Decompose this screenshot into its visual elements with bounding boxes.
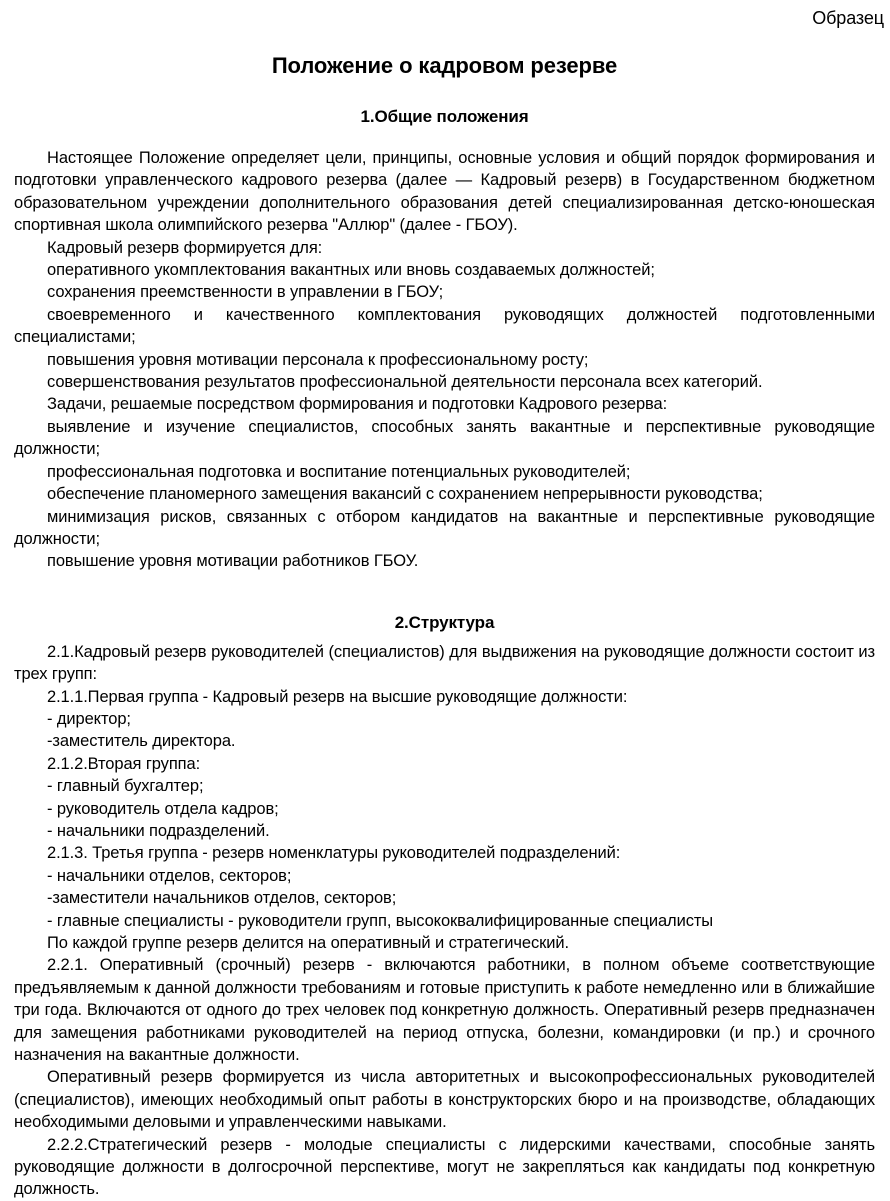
paragraph: профессиональная подготовка и воспитание потенциальных руководителей; xyxy=(47,462,631,481)
paragraph: сохранения преемственности в управлении в ГБОУ; xyxy=(47,283,444,302)
list-item: - главные специалисты - руководители групп, высококвалифицированные специалисты xyxy=(47,911,714,930)
paragraph: 2.1.Кадровый резерв руководителей (специалистов) для выдвижения на руководящие должности состоит из трех групп: xyxy=(14,642,875,684)
list-item: - главный бухгалтер; xyxy=(47,777,204,796)
paragraph: совершенствования результатов профессиональной деятельности персонала всех категорий. xyxy=(47,373,763,392)
section-2-heading: 2.Структура xyxy=(394,612,495,632)
paragraph: повышения уровня мотивации персонала к профессиональному росту; xyxy=(47,350,589,369)
paragraph: своевременного и качественного комплектования руководящих должностей подготовленными специалистами; xyxy=(14,305,875,347)
list-item: - начальники отделов, секторов; xyxy=(47,866,292,885)
list-item: - руководитель отдела кадров; xyxy=(47,799,279,818)
paragraph: минимизация рисков, связанных с отбором кандидатов на вакантные и перспективные руководящие должности; xyxy=(14,507,875,548)
list-item: -заместитель директора. xyxy=(47,732,236,751)
paragraph: оперативного укомплектования вакантных или вновь создаваемых должностей; xyxy=(47,261,655,280)
paragraph: повышение уровня мотивации работников ГБОУ. xyxy=(47,552,419,571)
paragraph: Задачи, решаемые посредством формирования и подготовки Кадрового резерва: xyxy=(47,395,668,414)
paragraph: 2.1.1.Первая группа - Кадровый резерв на высшие руководящие должности: xyxy=(47,687,628,706)
list-item: - директор; xyxy=(47,709,131,728)
paragraph: По каждой группе резерв делится на оперативный и стратегический. xyxy=(47,934,569,952)
paragraph: Оперативный резерв формируется из числа авторитетных и высокопрофессиональных руководителей (специалистов), имеющих необходимый опыт работы в конструкторских бюро и на производстве, обладающих необходимыми деловыми и управленческими навыками. xyxy=(14,1068,875,1132)
paragraph: 2.2.1. Оперативный (срочный) резерв - включаются работники, в полном объеме соответствующие предъявляемым к данной должности требованиям и готовые приступить к работе немедленно или в ближайшие три года. Включаются от одного до трех человек под конкретную должность. Оперативный резерв предназначен для замещения работниками руководителей на период отпуска, болезни, командировки (и пр.) и срочного назначения на вакантные должности. xyxy=(14,956,875,1065)
paragraph: Настоящее Положение определяет цели, принципы, основные условия и общий порядок формирования и подготовки управленческого кадрового резерва (далее — Кадровый резерв) в Государственном бюджетном образовательном учреждении дополнительного образования детей специализированная детско-юношеская спортивная школа олимпийского резерва "Аллюр" (далее - ГБОУ). xyxy=(14,149,875,235)
paragraph: 2.1.2.Вторая группа: xyxy=(47,754,201,773)
paragraph: 2.2.2.Стратегический резерв - молодые специалисты с лидерскими качествами, способные занять руководящие должности в долгосрочной перспективе, могут не закрепляться как кандидаты под конкретную должность. xyxy=(14,1135,875,1199)
watermark-label: Образец xyxy=(812,8,884,28)
paragraph: 2.1.3. Третья группа - резерв номенклатуры руководителей подразделений: xyxy=(47,844,621,863)
section-1-heading: 1.Общие положения xyxy=(360,107,529,126)
paragraph: Кадровый резерв формируется для: xyxy=(47,238,323,257)
list-item: - начальники подразделений. xyxy=(47,821,270,840)
paragraph: выявление и изучение специалистов, способных занять вакантные и перспективные руководящие должности; xyxy=(14,417,875,459)
list-item: -заместители начальников отделов, секторов; xyxy=(47,889,397,908)
document-title: Положение о кадровом резерве xyxy=(271,53,618,78)
paragraph: обеспечение планомерного замещения вакансий с сохранением непрерывности руководства; xyxy=(47,485,763,504)
